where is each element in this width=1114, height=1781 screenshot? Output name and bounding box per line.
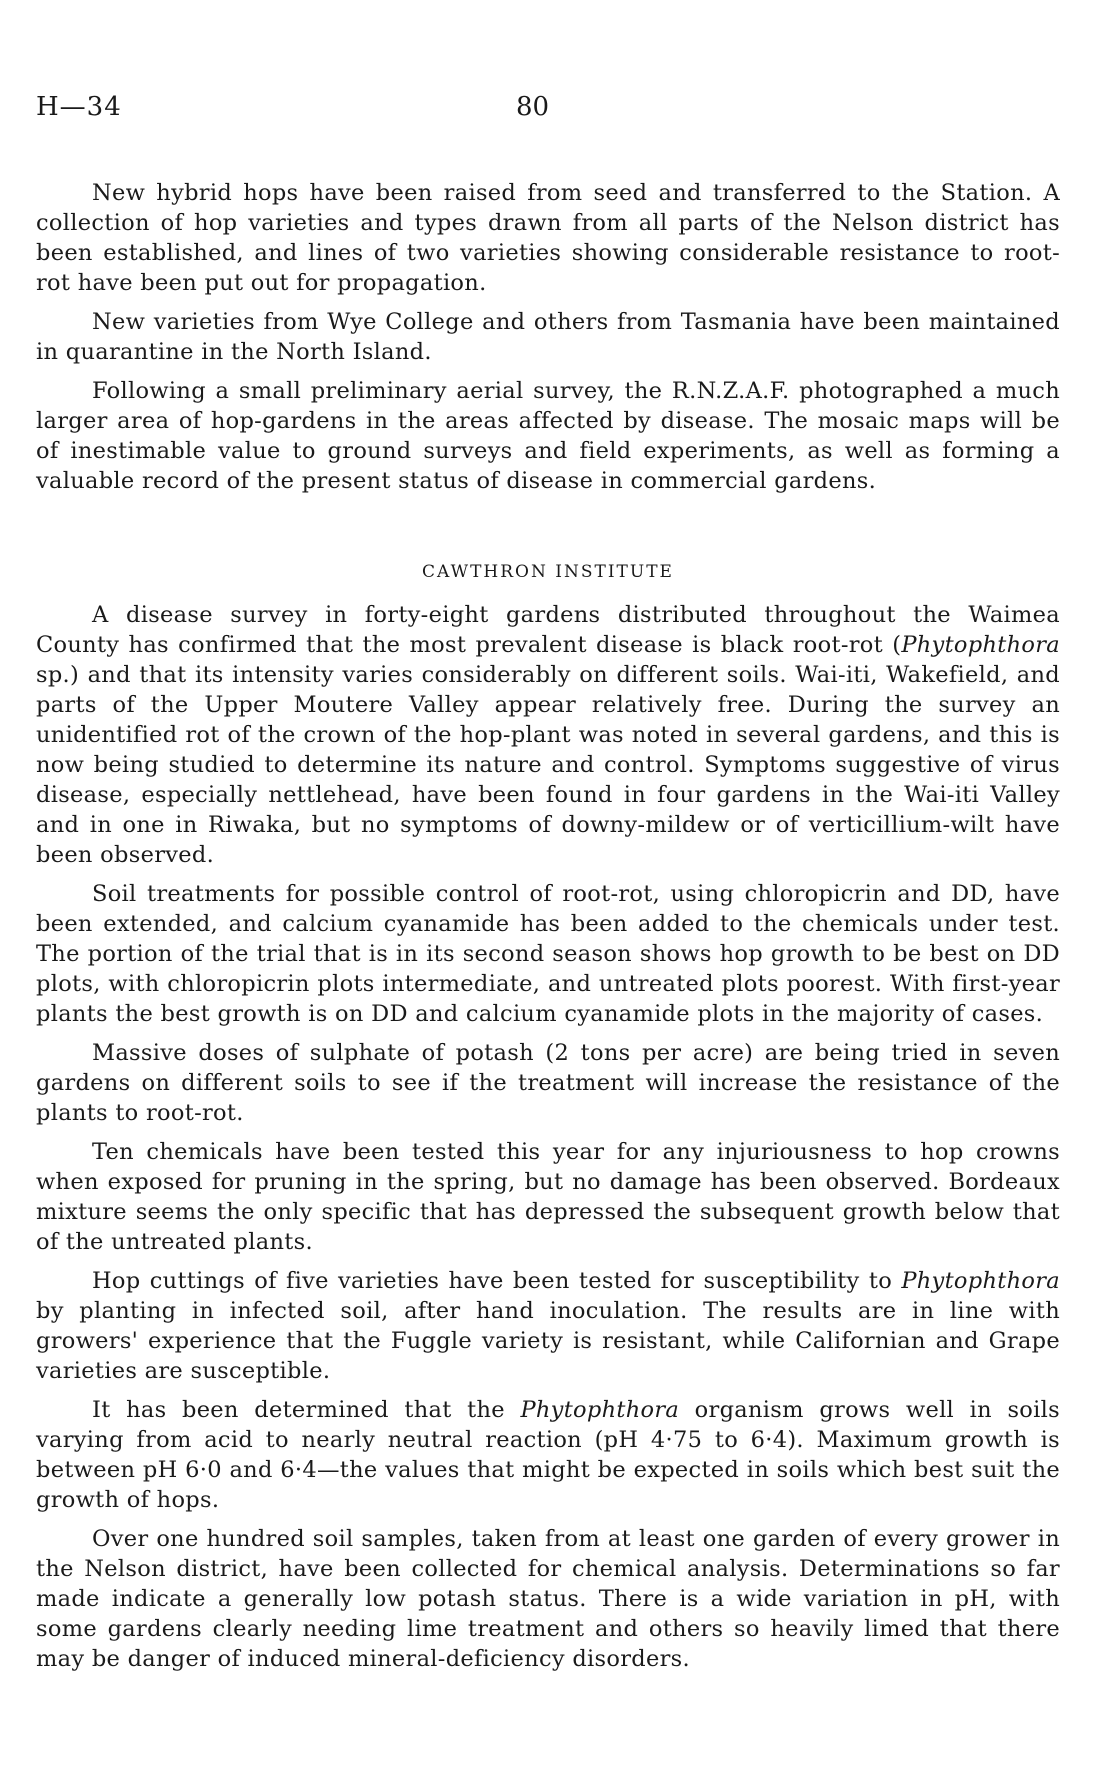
- text-run: Hop cuttings of five varieties have been tested for susceptibility to: [92, 1268, 902, 1294]
- paragraph: [36, 600, 1060, 870]
- paragraph: [36, 1266, 1060, 1386]
- page-body: [36, 178, 1060, 1674]
- page-number: 80: [516, 92, 550, 122]
- text-run: by planting in infected soil, after hand inoculation. The results are in line with growers' experience that the Fuggle variety is resistant, while Californian and Grape varieties are susceptible.: [36, 1298, 1060, 1384]
- paragraph: Ten chemicals have been tested this year for any injuriousness to hop crowns when exposed for pruning in the spring, but no damage has been observed. Bordeaux mixture seems the only specific that has depressed the subsequent growth below that of the untreated plants.: [36, 1139, 1060, 1255]
- paragraph: Following a small preliminary aerial survey, the R.N.Z.A.F. photographed a much larger area of hop-gardens in the areas affected by disease. The mosaic maps will be of inestimable value to ground surveys and field experiments, as well as forming a valuable record of the present status of disease in commercial gardens.: [36, 378, 1060, 494]
- paragraph: Massive doses of sulphate of potash (2 tons per acre) are being tried in seven gardens on different soils to see if the treatment will increase the resistance of the plants to root-rot.: [36, 1040, 1060, 1126]
- text-run: A disease survey in forty-eight gardens distributed throughout the Waimea County has confirmed that the most prevalent disease is black root-rot (: [36, 602, 1060, 658]
- section-heading: CAWTHRON INSTITUTE: [422, 562, 674, 582]
- genus-name: Phytophthora: [520, 1397, 680, 1423]
- paragraph: New hybrid hops have been raised from seed and transferred to the Station. A collection of hop varieties and types drawn from all parts of the Nelson district has been established, and lines of two varieties showing considerable resistance to root-rot have been put out for propagation.: [36, 180, 1060, 296]
- text-run: organism grows well in soils varying from acid to nearly neutral reaction (pH 4·75 to 6·4). Maximum growth is between pH 6·0 and 6·4—the values that might be expected in soils which best suit the growth of hops.: [36, 1397, 1060, 1513]
- genus-name: Phytophthora: [901, 1268, 1060, 1294]
- text-run: It has been determined that the: [92, 1397, 521, 1423]
- paragraph: Soil treatments for possible control of root-rot, using chloropicrin and DD, have been extended, and calcium cyanamide has been added to the chemicals under test. The portion of the trial that is in its second season shows hop growth to be best on DD plots, with chloropicrin plots intermediate, and untreated plots poorest. With first-year plants the best growth is on DD and calcium cyanamide plots in the majority of cases.: [36, 881, 1060, 1027]
- genus-name: Phytophthora: [901, 632, 1060, 658]
- page-header: [36, 92, 1060, 128]
- paragraph: Over one hundred soil samples, taken from at least one garden of every grower in the Nelson district, have been collected for chemical analysis. Determinations so far made indicate a generally low potash status. There is a wide variation in pH, with some gardens clearly needing lime treatment and others so heavily limed that there may be danger of induced mineral-deficiency disorders.: [36, 1526, 1060, 1672]
- text-run: sp.) and that its intensity varies considerably on different soils. Wai-iti, Wakefield, and parts of the Upper Moutere Valley appear relatively free. During the survey an unidentified rot of the crown of the hop-plant was noted in several gardens, and this is now being studied to determine its nature and control. Symptoms suggestive of virus disease, especially nettlehead, have been found in four gardens in the Wai-iti Valley and in one in Riwaka, but no symptoms of downy-mildew or of verticillium-wilt have been observed.: [36, 662, 1060, 868]
- paragraph: [36, 1395, 1060, 1515]
- paragraph: New varieties from Wye College and others from Tasmania have been maintained in quarantine in the North Island.: [36, 309, 1060, 365]
- document-page: [36, 92, 1060, 1683]
- document-reference: H—34: [36, 92, 122, 122]
